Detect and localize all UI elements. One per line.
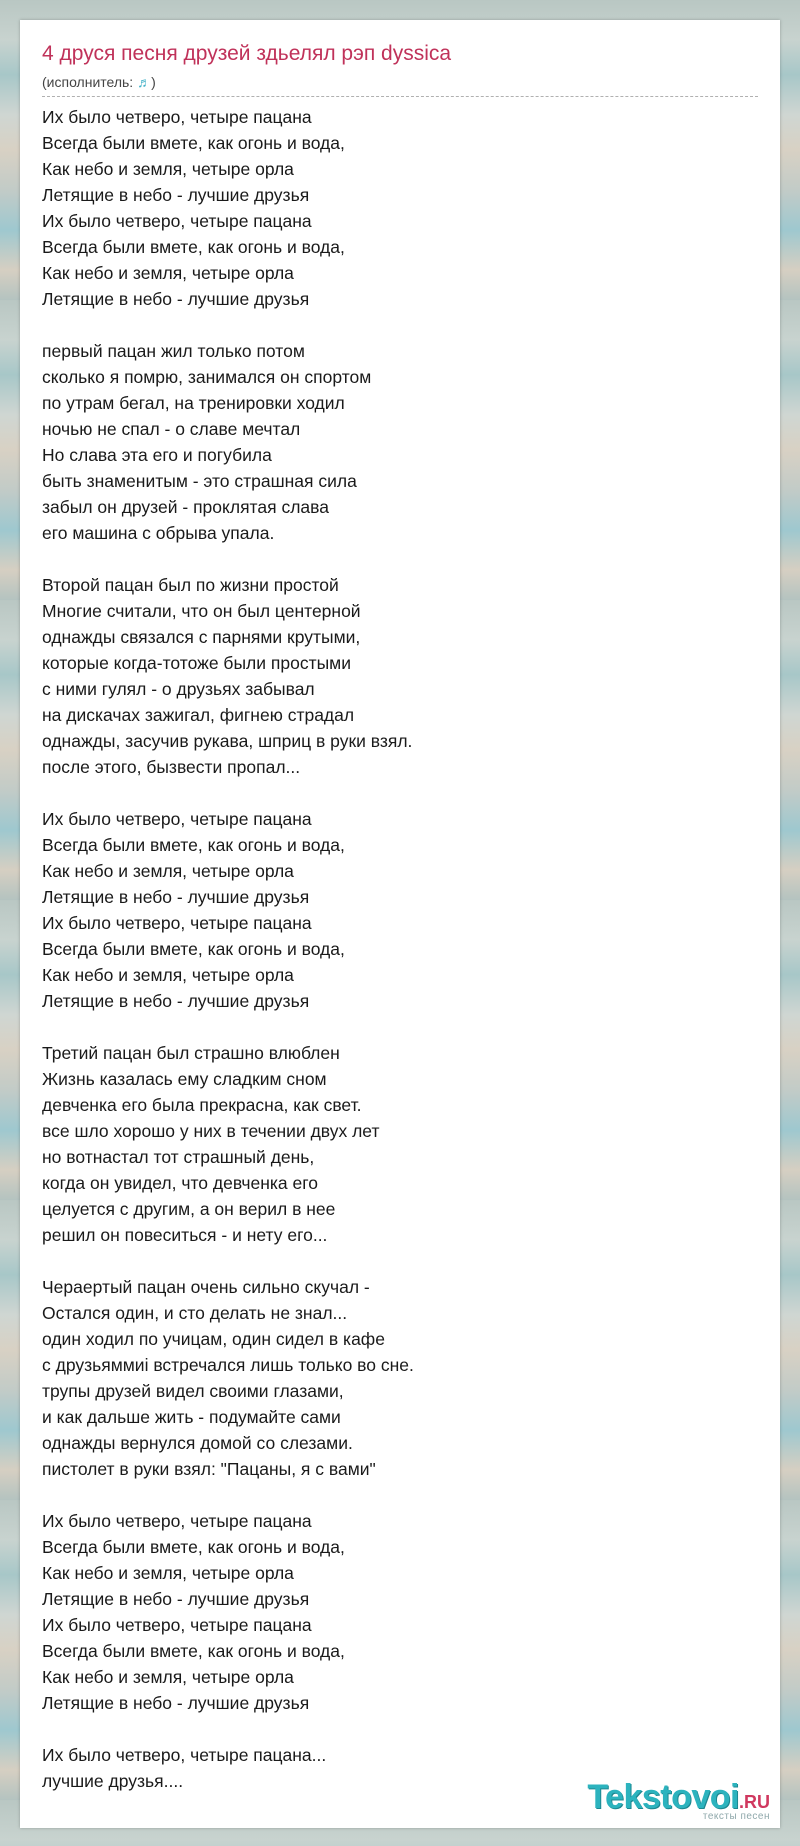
lyric-line: его машина с обрыва упала. (42, 523, 275, 543)
artist-line (42, 74, 758, 97)
lyric-line: Как небо и земля, четыре орла (42, 1667, 294, 1687)
lyric-line: решил он повеситься - и нету его... (42, 1225, 328, 1245)
lyrics-text (42, 104, 742, 1820)
lyric-line: все шло хорошо у них в течении двух лет (42, 1121, 380, 1141)
lyric-line: Их было четверо, четыре пацана (42, 107, 312, 127)
stanza (42, 104, 742, 312)
lyric-line: Второй пацан был по жизни простой (42, 575, 339, 595)
site-logo[interactable] (587, 1778, 770, 1822)
stanza (42, 1040, 742, 1248)
logo-tld: .RU (739, 1792, 770, 1812)
logo-name: Tekstovoi (587, 1778, 739, 1816)
stanza (42, 806, 742, 1014)
lyric-line: Летящие в небо - лучшие друзья (42, 887, 310, 907)
lyric-line: Летящие в небо - лучшие друзья (42, 289, 310, 309)
lyric-line: Как небо и земля, четыре орла (42, 159, 294, 179)
lyric-line: однажды связался с парнями крутыми, (42, 627, 361, 647)
lyric-line: Летящие в небо - лучшие друзья (42, 185, 310, 205)
music-note-icon[interactable]: ♬ (137, 74, 152, 90)
page-title: 4 друся песня друзей здьелял рэп dyssica (42, 42, 452, 65)
lyric-line: однажды, засучив рукава, шприц в руки взял. (42, 731, 413, 751)
lyric-line: Всегда были вмете, как огонь и вода, (42, 835, 345, 855)
lyric-line: Их было четверо, четыре пацана (42, 1615, 312, 1635)
lyric-line: один ходил по учицам, один сидел в кафе (42, 1329, 385, 1349)
lyric-line: забыл он друзей - проклятая слава (42, 497, 329, 517)
stanza (42, 1274, 742, 1482)
lyric-line: Летящие в небо - лучшие друзья (42, 1693, 310, 1713)
lyric-line: Их было четверо, четыре пацана... (42, 1745, 327, 1765)
lyric-line: трупы друзей видел своими глазами, (42, 1381, 344, 1401)
lyric-line: Как небо и земля, четыре орла (42, 965, 294, 985)
lyric-line: Всегда были вмете, как огонь и вода, (42, 939, 345, 959)
lyric-line: на дискачах зажигал, фигнею страдал (42, 705, 355, 725)
lyric-line: быть знаменитым - это страшная сила (42, 471, 357, 491)
stanza (42, 1508, 742, 1716)
lyric-line: когда он увидел, что девченка его (42, 1173, 318, 1193)
lyric-line: сколько я помрю, занимался он спортом (42, 367, 372, 387)
lyric-line: Третий пацан был страшно влюблен (42, 1043, 340, 1063)
lyric-line: целуется с другим, а он верил в нее (42, 1199, 336, 1219)
lyric-line: с ними гулял - о друзьях забывал (42, 679, 315, 699)
artist-close: ) (151, 74, 156, 90)
lyric-line: ночью не спал - о славе мечтал (42, 419, 301, 439)
lyric-line: по утрам бегал, на тренировки ходил (42, 393, 345, 413)
lyric-line: но вотнастал тот страшный день, (42, 1147, 315, 1167)
lyric-line: Как небо и земля, четыре орла (42, 861, 294, 881)
lyric-line: Их было четверо, четыре пацана (42, 913, 312, 933)
lyric-line: Чераертый пацан очень сильно скучал - (42, 1277, 370, 1297)
logo-tagline: тексты песен (702, 1811, 770, 1822)
lyric-line: Всегда были вмете, как огонь и вода, (42, 237, 345, 257)
lyric-line: Многие считали, что он был центерной (42, 601, 361, 621)
lyric-line: с друзьяммиi встречался лишь только во сне. (42, 1355, 414, 1375)
lyric-line: и как дальше жить - подумайте сами (42, 1407, 341, 1427)
lyric-line: после этого, бызвести пропал... (42, 757, 301, 777)
lyric-line: лучшие друзья.... (42, 1771, 184, 1791)
artist-label: (исполнитель: (42, 74, 134, 90)
lyric-line: девченка его была прекрасна, как свет. (42, 1095, 362, 1115)
lyric-line: Летящие в небо - лучшие друзья (42, 1589, 310, 1609)
lyric-line: Но слава эта его и погубила (42, 445, 272, 465)
lyrics-card (20, 20, 780, 1828)
lyric-line: Их было четверо, четыре пацана (42, 211, 312, 231)
lyric-line: Остался один, и сто делать не знал... (42, 1303, 348, 1323)
lyric-line: Всегда были вмете, как огонь и вода, (42, 133, 345, 153)
lyric-line: однажды вернулся домой со слезами. (42, 1433, 353, 1453)
lyric-line: Их было четверо, четыре пацана (42, 809, 312, 829)
stanza (42, 338, 742, 546)
lyric-line: которые когда-тотоже были простыми (42, 653, 351, 673)
lyric-line: Летящие в небо - лучшие друзья (42, 991, 310, 1011)
lyric-line: Всегда были вмете, как огонь и вода, (42, 1537, 345, 1557)
lyric-line: пистолет в руки взял: "Пацаны, я с вами" (42, 1459, 376, 1479)
lyric-line: Как небо и земля, четыре орла (42, 1563, 294, 1583)
stanza (42, 572, 742, 780)
lyric-line: Их было четверо, четыре пацана (42, 1511, 312, 1531)
lyric-line: Всегда были вмете, как огонь и вода, (42, 1641, 345, 1661)
lyric-line: Как небо и земля, четыре орла (42, 263, 294, 283)
lyric-line: первый пацан жил только потом (42, 341, 305, 361)
lyric-line: Жизнь казалась ему сладким сном (42, 1069, 327, 1089)
